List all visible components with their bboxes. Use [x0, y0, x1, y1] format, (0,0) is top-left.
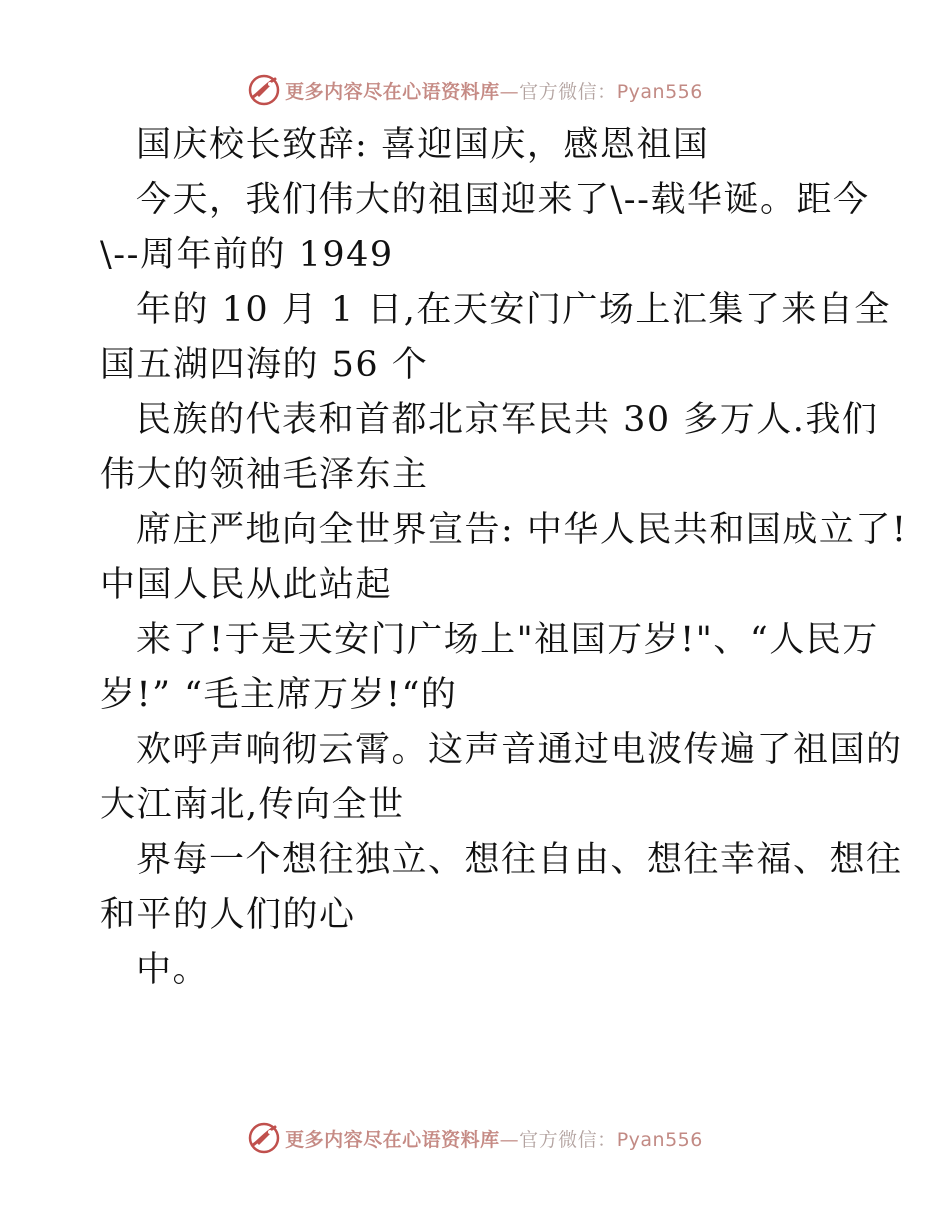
- watermark-side: 官方微信：: [519, 80, 617, 103]
- paragraph-line: \--周年前的 1949: [100, 235, 394, 275]
- paragraph-line: 今天，我们伟大的祖国迎来了\--载华诞。距今: [136, 180, 870, 220]
- paragraph-line: 伟大的领袖毛泽东主: [100, 455, 429, 495]
- paragraph-line: 岁!” “毛主席万岁!“的: [100, 675, 458, 715]
- document-body: [100, 118, 908, 998]
- pen-logo-icon: [247, 1121, 281, 1155]
- watermark-text: [285, 77, 703, 104]
- paragraph-line: 欢呼声响彻云霄。这声音通过电波传遍了祖国的: [136, 730, 903, 770]
- watermark-side: 官方微信：: [519, 1128, 617, 1151]
- paragraph-line: 中国人民从此站起: [100, 565, 393, 605]
- paragraph-line: 中。: [136, 950, 210, 990]
- watermark-footer: [0, 1118, 950, 1158]
- watermark-main: 更多内容尽在心语资料库: [285, 1128, 500, 1151]
- paragraph-line: 大江南北,传向全世: [100, 785, 405, 825]
- paragraph-line: 民族的代表和首都北京军民共 30 多万人.我们: [136, 400, 879, 440]
- pen-logo-icon: [247, 73, 281, 107]
- paragraph-line: 和平的人们的心: [100, 895, 356, 935]
- paragraph-line: 年的 10 月 1 日,在天安门广场上汇集了来自全: [136, 290, 891, 330]
- watermark-main: 更多内容尽在心语资料库: [285, 80, 500, 103]
- watermark-text: [285, 1125, 703, 1152]
- paragraph-line: 来了!于是天安门广场上"祖国万岁!"、“人民万: [136, 620, 879, 660]
- watermark-dash: —: [499, 1128, 520, 1151]
- paragraph-line: 国五湖四海的 56 个: [100, 345, 429, 385]
- watermark-id: Pyan556: [616, 1128, 703, 1151]
- watermark-id: Pyan556: [616, 80, 703, 103]
- watermark-dash: —: [499, 80, 520, 103]
- paragraph-line: 界每一个想往独立、想往自由、想往幸福、想往: [136, 840, 903, 880]
- document-title: 国庆校长致辞: 喜迎国庆，感恩祖国: [136, 125, 710, 165]
- paragraph-line: 席庄严地向全世界宣告: 中华人民共和国成立了!: [136, 510, 908, 550]
- watermark-header: [0, 70, 950, 110]
